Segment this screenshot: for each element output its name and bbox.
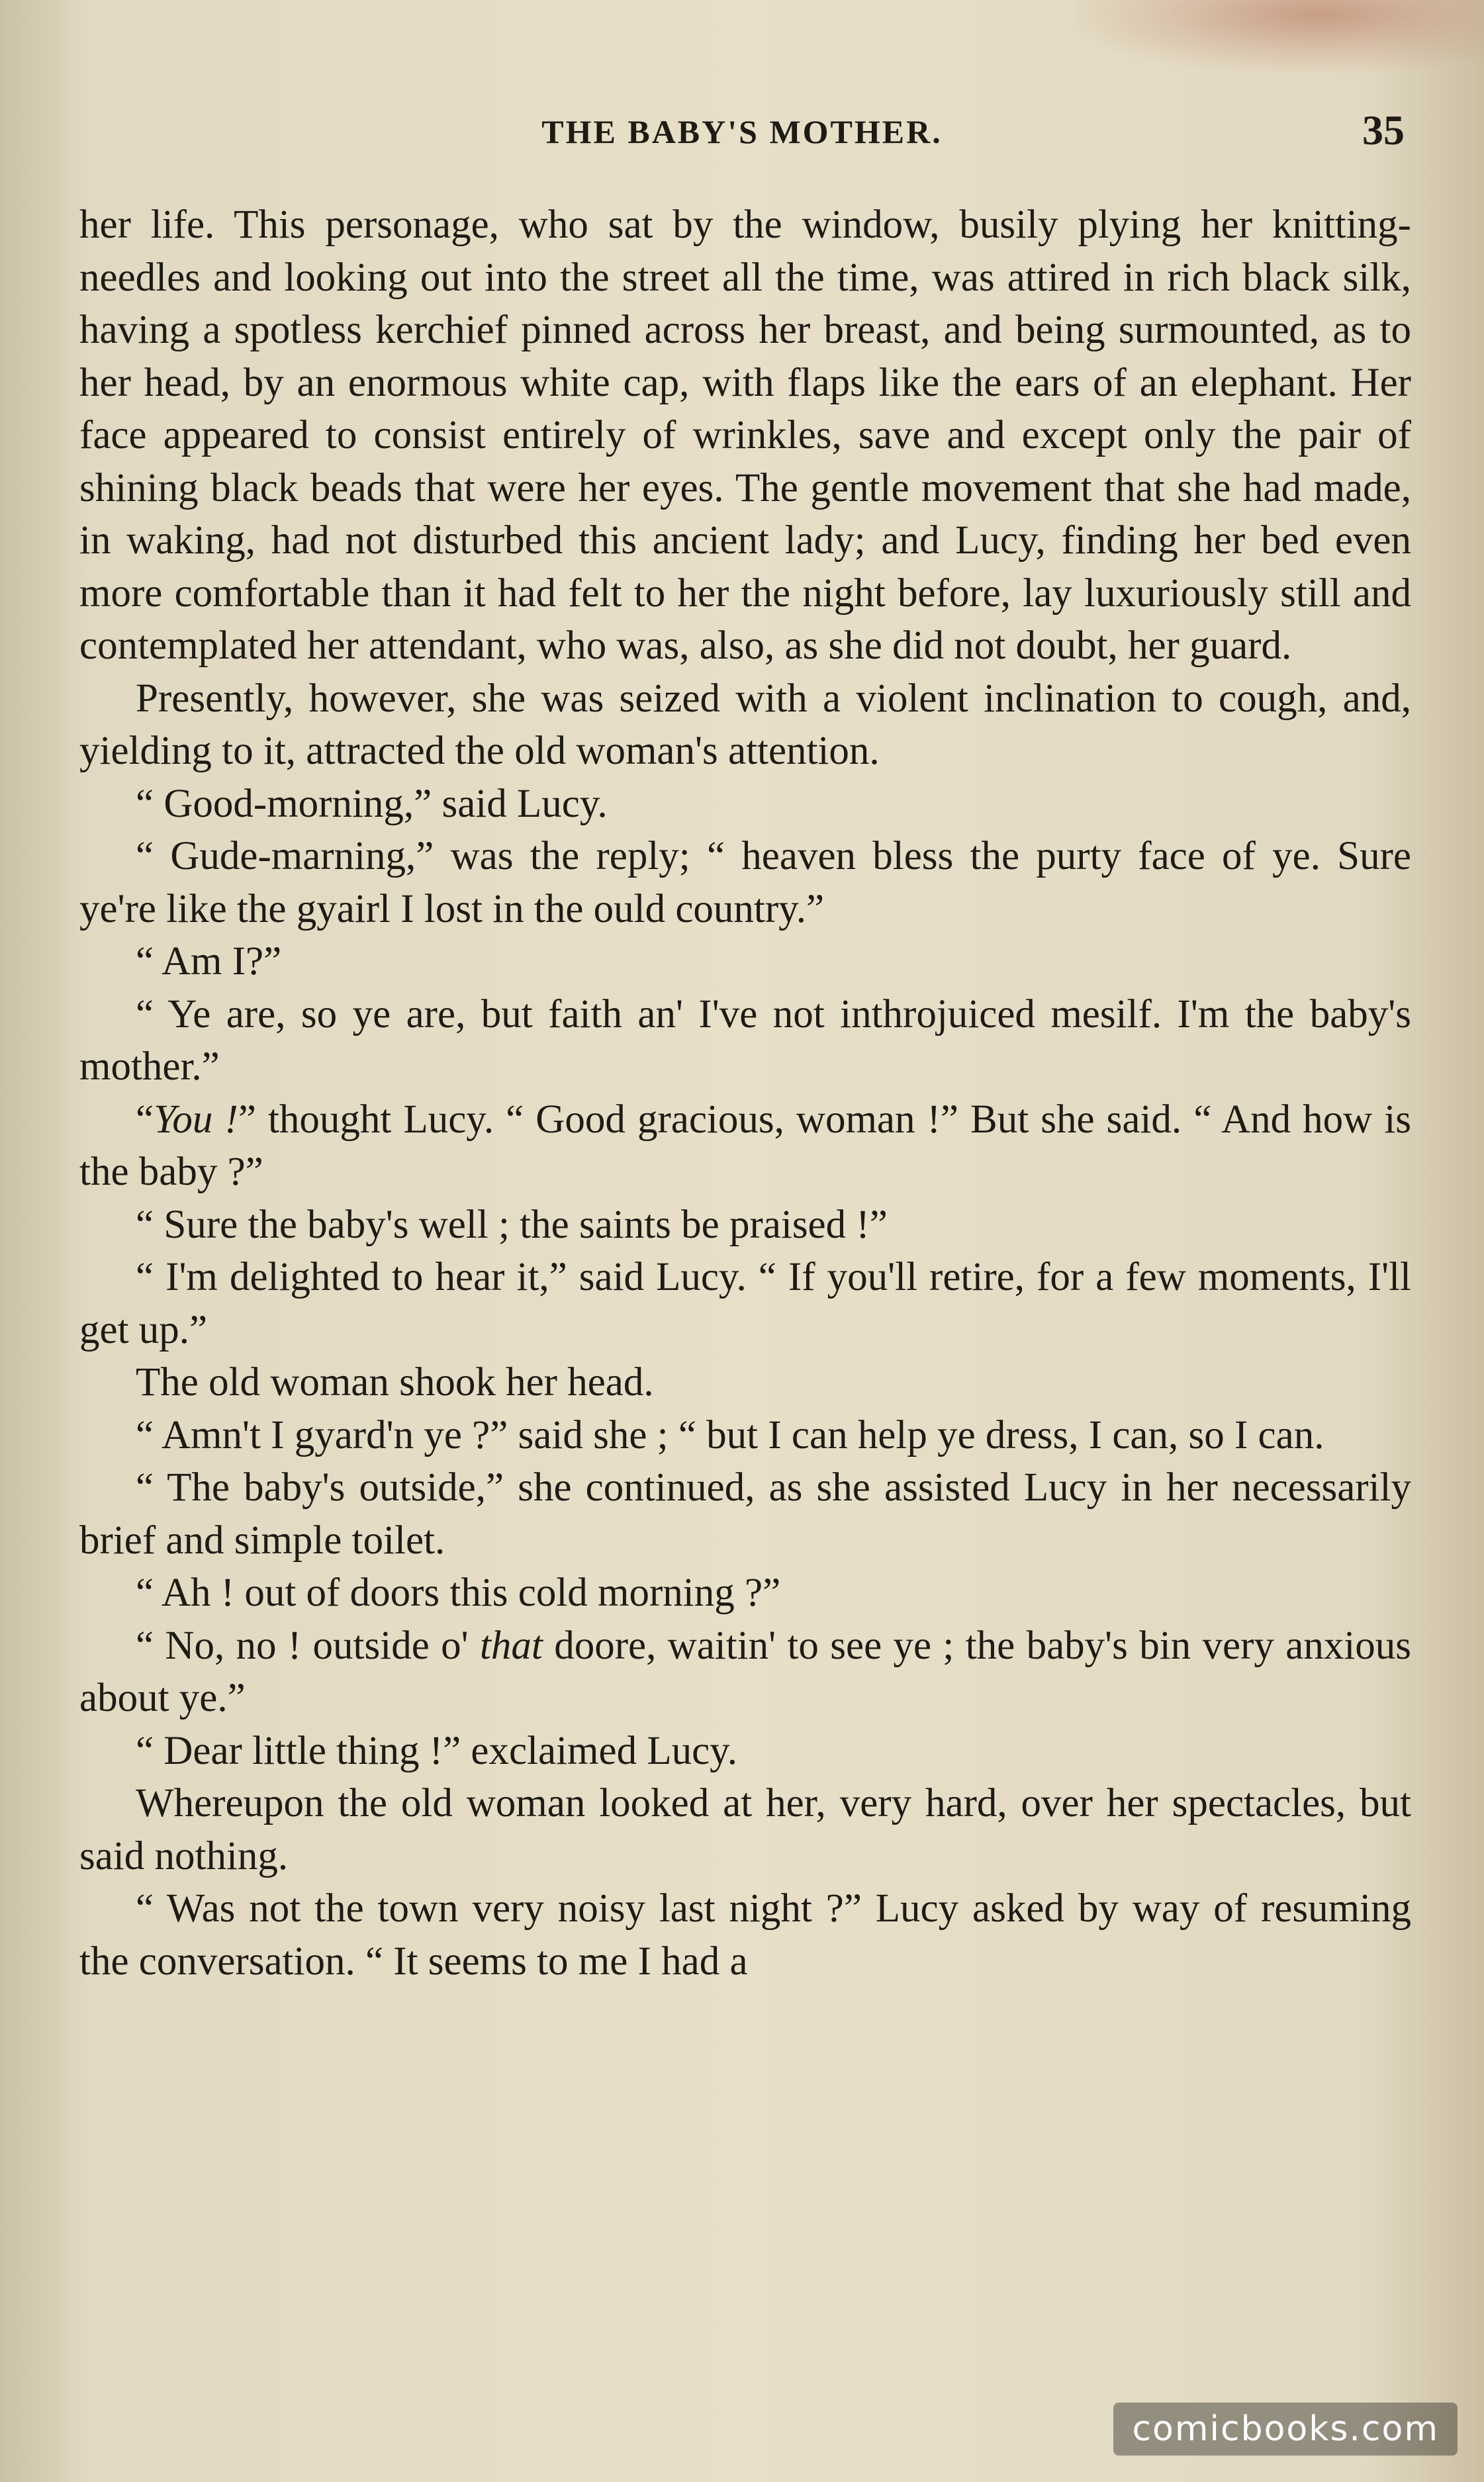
paragraph: “ Good-morning,” said Lucy. bbox=[136, 781, 608, 826]
paragraph: “ The baby's outside,” she continued, as she assisted Lucy in her necessarily brief and simple toilet. bbox=[79, 1465, 1411, 1563]
paragraph: “ Dear little thing !” exclaimed Lucy. bbox=[136, 1728, 737, 1773]
chapter-title: THE BABY'S MOTHER. bbox=[541, 113, 943, 150]
text-run: doore, waitin' to see ye ; the baby's bin very anxious about ye.” bbox=[79, 1623, 1412, 1720]
paragraph: her life. This personage, who sat by the window, busily plying her knitting-needles and looking out into the street all the time, was attired in rich black silk, having a spotless kerchief pinned across her breast, and being surmounted, as to her head, by an enormous white cap, with flaps like the ears of an elephant. Her face appeared to consist entirely of wrinkles, save and except only the pair of shining black beads that were her eyes. The gentle movement that she had made, in waking, had not disturbed this ancient lady; and Lucy, finding her bed even more comfortable than it had felt to her the night before, lay luxuriously still and contemplated her attendant, who was, also, as she did not doubt, her guard. bbox=[79, 203, 1411, 668]
paragraph: “ Sure the baby's well ; the saints be praised !” bbox=[136, 1202, 888, 1247]
paragraph: “ Amn't I gyard'n ye ?” said she ; “ but I can help ye dress, I can, so I can. bbox=[136, 1412, 1324, 1457]
emphasis: that bbox=[479, 1623, 543, 1668]
paragraph bbox=[79, 1620, 1411, 1725]
emphasis: You ! bbox=[154, 1097, 238, 1142]
paragraph: “ Gude-marning,” was the reply; “ heaven bless the purty face of ye. Sure ye're like the gyairl I lost in the ould country.” bbox=[79, 834, 1411, 931]
page-number: 35 bbox=[1362, 107, 1405, 154]
text-run: “ bbox=[136, 1097, 154, 1142]
paragraph: The old woman shook her head. bbox=[136, 1360, 654, 1404]
paragraph: Presently, however, she was seized with a violent inclination to cough, and, yielding to it, attracted the old woman's attention. bbox=[79, 676, 1411, 773]
paragraph: “ Am I?” bbox=[136, 939, 282, 984]
paragraph: “ I'm delighted to hear it,” said Lucy. “ If you'll retire, for a few moments, I'll get up.” bbox=[79, 1255, 1411, 1352]
paragraph: Whereupon the old woman looked at her, very hard, over her spectacles, but said nothing. bbox=[79, 1781, 1411, 1878]
text-run: “ No, no ! outside o' bbox=[136, 1623, 480, 1668]
watermark: comicbooks.com bbox=[1113, 2403, 1458, 2456]
body-text bbox=[79, 199, 1411, 1988]
paragraph bbox=[79, 1093, 1411, 1199]
paper-stain bbox=[1074, 0, 1484, 73]
paragraph: “ Ah ! out of doors this cold morning ?” bbox=[136, 1571, 781, 1615]
text-run: ” thought Lucy. “ Good gracious, woman !” But she said. “ And how is the baby ?” bbox=[79, 1097, 1412, 1194]
running-head bbox=[79, 107, 1405, 172]
paragraph: “ Ye are, so ye are, but faith an' I've not inthrojuiced mesilf. I'm the baby's mother.” bbox=[79, 991, 1411, 1089]
paragraph: “ Was not the town very noisy last night ?” Lucy asked by way of resuming the conversation. “ It seems to me I had a bbox=[79, 1886, 1411, 1984]
